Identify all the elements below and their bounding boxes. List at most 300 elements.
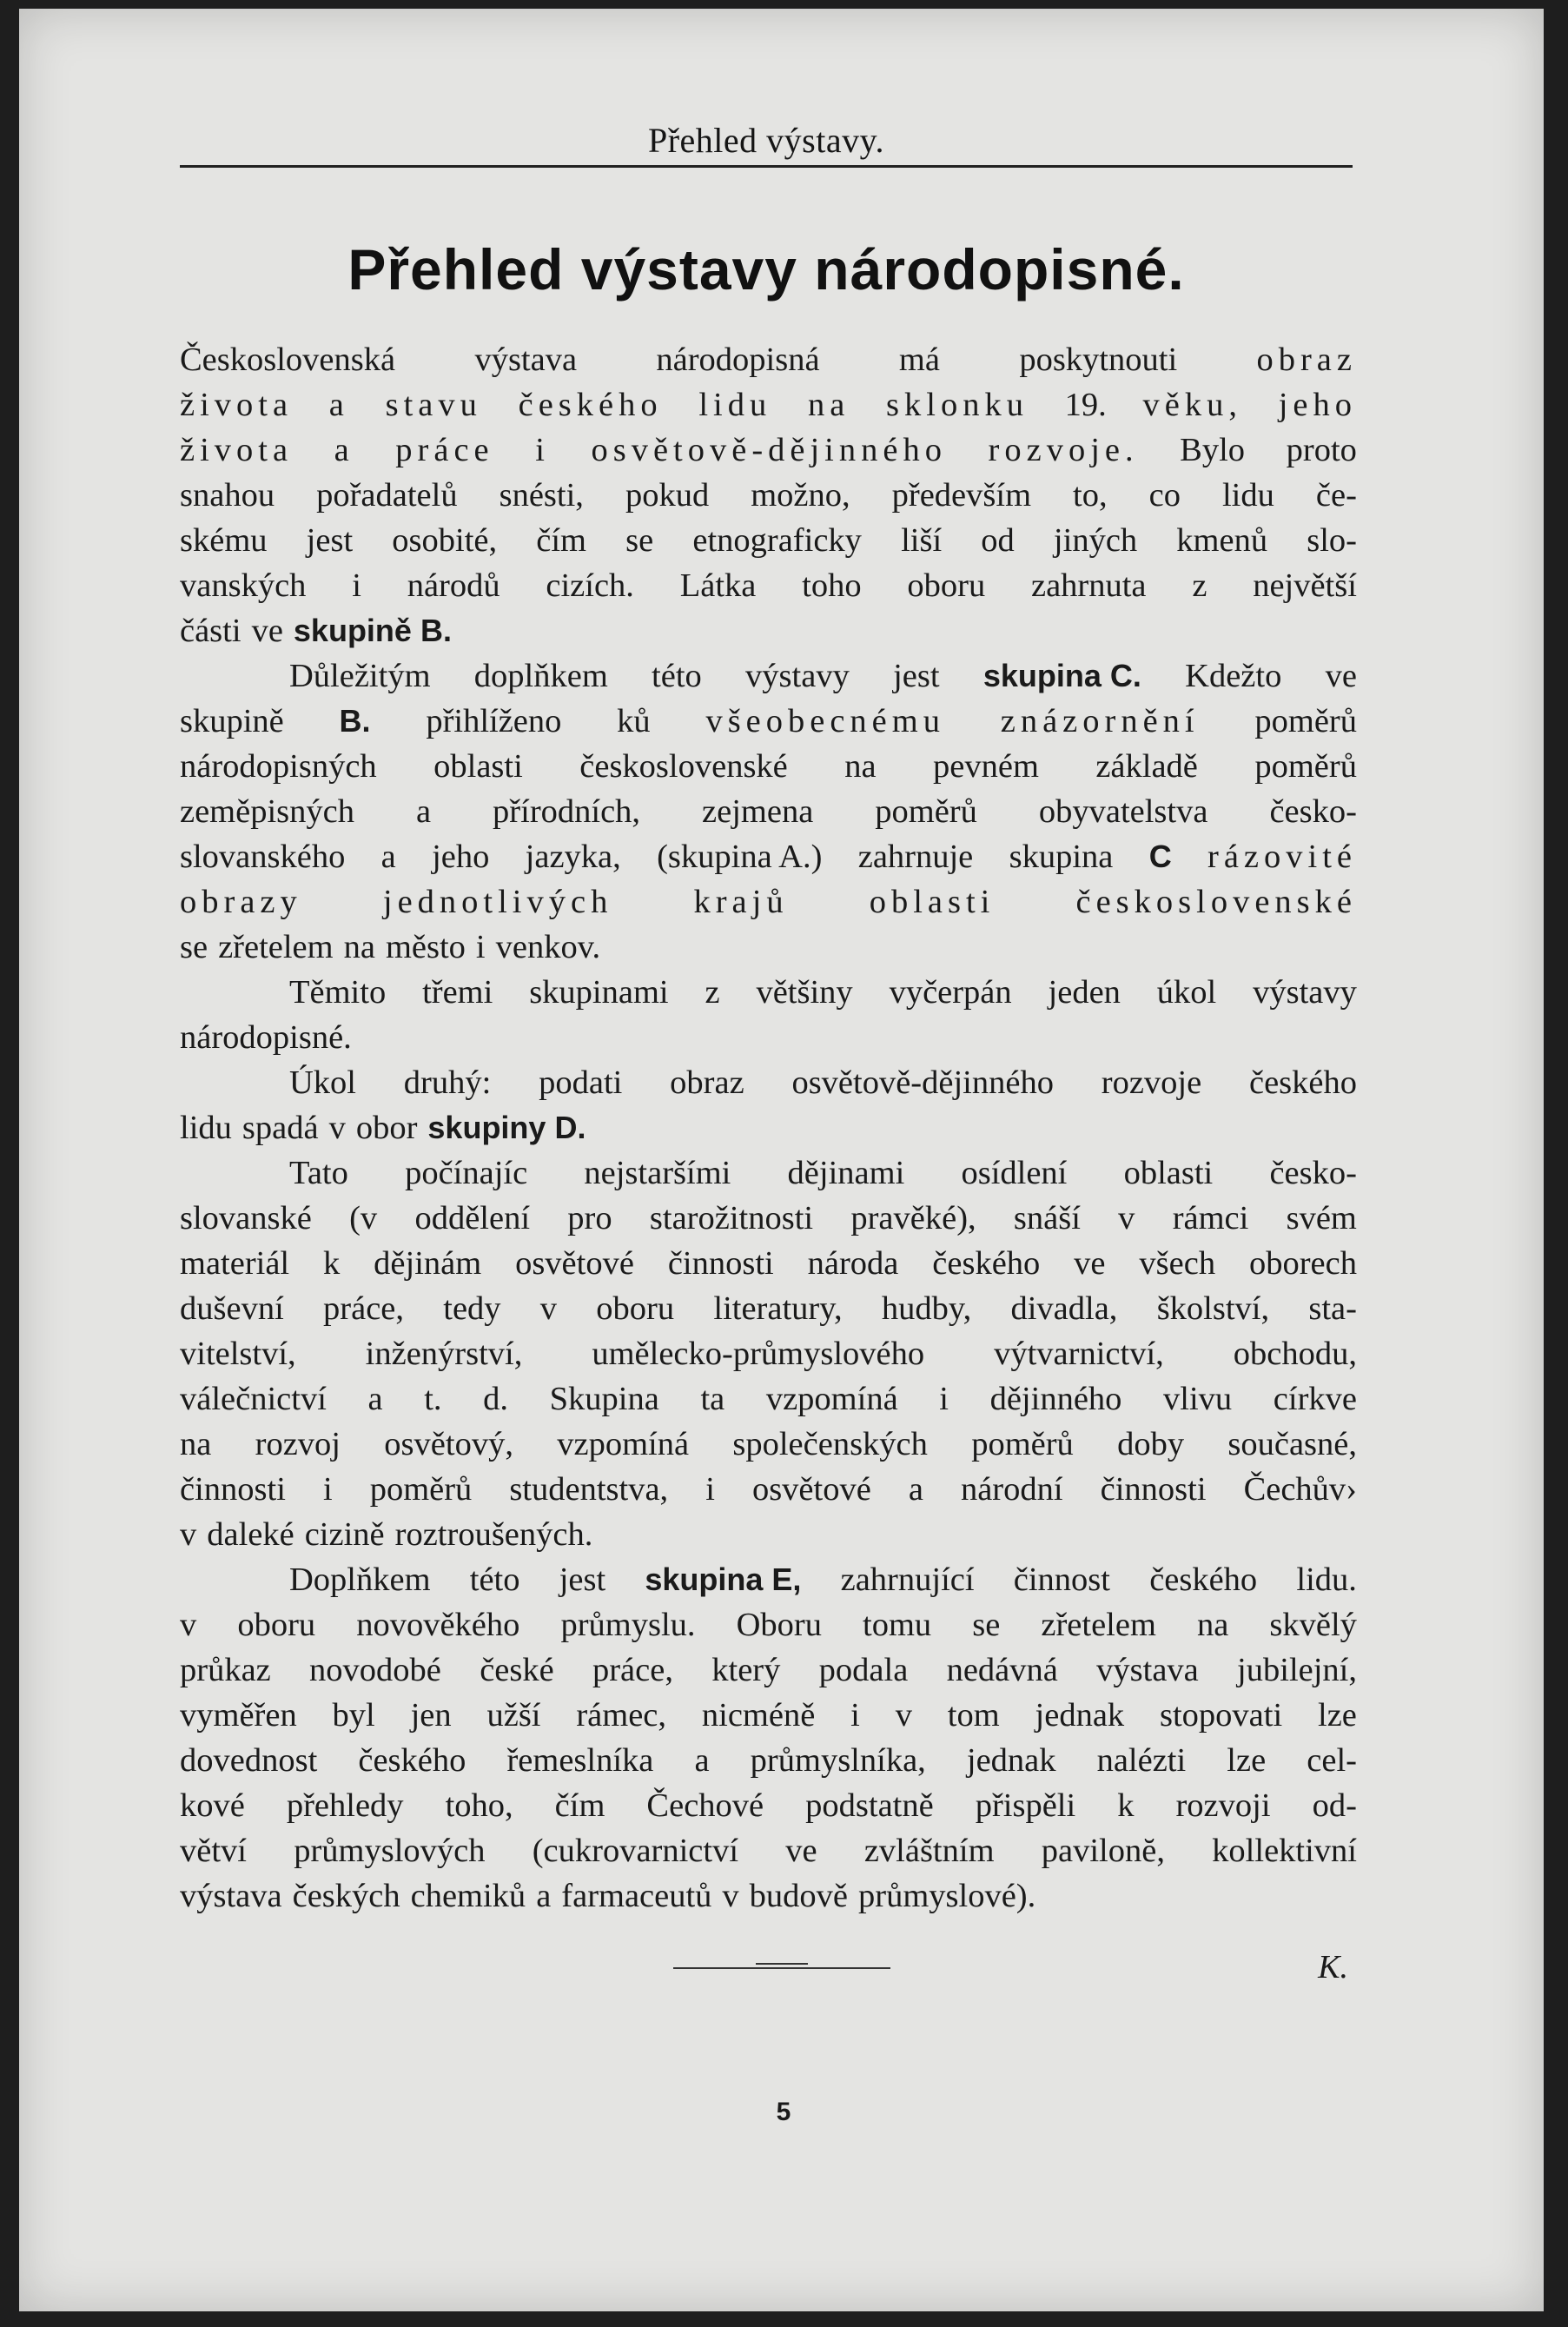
word: dějinami (787, 1155, 905, 1191)
word: skupinami (529, 974, 669, 1011)
word: materiál (180, 1245, 290, 1282)
word: ve (251, 613, 283, 649)
text-line (180, 879, 1357, 925)
word: poskytnouti (1019, 341, 1178, 378)
spaced-word: krajů (693, 884, 789, 920)
word: kové (180, 1787, 245, 1824)
word: literatury, (713, 1290, 843, 1327)
word: snahou (180, 477, 275, 514)
text-line (180, 744, 1357, 789)
word: v (895, 1697, 912, 1734)
word: úkol (1156, 974, 1217, 1011)
word: podati (539, 1064, 623, 1101)
word: který (711, 1652, 781, 1688)
spaced-word: života (180, 432, 294, 468)
word: jazyka, (525, 839, 621, 875)
word: Látka (679, 567, 757, 604)
text-line (180, 1738, 1357, 1783)
word: v (539, 1290, 558, 1327)
word: a (415, 793, 432, 830)
word: činnosti (667, 1245, 774, 1282)
text-line (180, 1376, 1357, 1422)
word: národa (807, 1245, 899, 1282)
word: národní (960, 1471, 1063, 1508)
word: jen (410, 1697, 452, 1734)
word: budově (749, 1878, 849, 1914)
text-line (180, 518, 1357, 563)
word: rozvoje (1101, 1064, 1202, 1101)
word: školství, (1156, 1290, 1270, 1327)
word: obchodu, (1233, 1336, 1357, 1372)
word: Skupina (549, 1381, 659, 1417)
word: novodobé (309, 1652, 441, 1688)
spaced-word: a (334, 432, 354, 468)
word: skvělý (1269, 1607, 1357, 1643)
text-line (180, 1828, 1357, 1873)
text-line (180, 382, 1357, 428)
word: tedy (443, 1290, 501, 1327)
word: průmyslových (294, 1833, 486, 1869)
word: osvětové (515, 1245, 634, 1282)
word: obor (355, 1110, 418, 1146)
word: největší (1253, 567, 1357, 604)
text-line (180, 1422, 1357, 1467)
word: umělecko-průmyslového (592, 1336, 925, 1372)
word: části (180, 613, 241, 649)
spaced-word: jeho (1278, 387, 1357, 423)
text-line (180, 1557, 1357, 1602)
word: dějinného (989, 1381, 1122, 1417)
word: osvětový, (384, 1426, 513, 1462)
word: zahrnující (840, 1561, 975, 1598)
word: Kdežto (1185, 658, 1282, 694)
word: a (367, 1381, 383, 1417)
word: z (1192, 567, 1207, 604)
article-body (180, 337, 1357, 1919)
word: (v (349, 1200, 378, 1236)
spaced-word: a (328, 387, 349, 423)
word: ve (785, 1833, 817, 1869)
word: ků (617, 703, 651, 739)
word: pevném (933, 748, 1039, 785)
word: jeho (432, 839, 490, 875)
article-title: Přehled výstavy národopisné. (347, 237, 1185, 302)
spaced-word: znázornění (1000, 703, 1200, 739)
spaced-word: lidu (698, 387, 772, 423)
word: oboru (907, 567, 986, 604)
text-line (180, 789, 1357, 834)
spaced-word: oblasti (869, 884, 996, 920)
word: če- (1315, 477, 1357, 514)
word: farmaceutů (561, 1878, 712, 1914)
word: daleké (207, 1516, 294, 1553)
word: inženýrství, (365, 1336, 523, 1372)
word: vzpomíná (765, 1381, 898, 1417)
word: má (898, 341, 940, 378)
text-line (180, 970, 1357, 1015)
word: zřetelem (218, 929, 334, 965)
word: od- (1312, 1787, 1357, 1824)
word: výtvarnictví, (994, 1336, 1164, 1372)
word: osídlení (961, 1155, 1068, 1191)
word: většiny (756, 974, 853, 1011)
word: vitelství, (180, 1336, 296, 1372)
word: přihlíženo (426, 703, 562, 739)
word: novověkého (356, 1607, 520, 1643)
word: proto (1286, 432, 1357, 468)
word: přehledy (286, 1787, 404, 1824)
word: ve (1074, 1245, 1106, 1282)
word: divadla, (1010, 1290, 1118, 1327)
word: česko- (1269, 793, 1357, 830)
word: osvětově-dějinného (791, 1064, 1054, 1101)
word: lidu (1221, 477, 1274, 514)
word: počínajíc (405, 1155, 528, 1191)
word: třemi (422, 974, 493, 1011)
word: poměrů (369, 1471, 473, 1508)
word: slovanského (180, 839, 346, 875)
word: především (891, 477, 1032, 514)
word: slovanské (180, 1200, 312, 1236)
word: činnosti (180, 1471, 286, 1508)
word: v (328, 1110, 346, 1146)
word: k (1117, 1787, 1135, 1824)
word: českého (1249, 1064, 1357, 1101)
word: pravěké), (850, 1200, 976, 1236)
word: lidu. (1296, 1561, 1357, 1598)
word: (cukrovarnictví (532, 1833, 739, 1869)
word: všech (1139, 1245, 1216, 1282)
word: pro (567, 1200, 612, 1236)
word: oborech (1248, 1245, 1357, 1282)
word: Bylo (1180, 432, 1246, 468)
author-signature: K. (1318, 1949, 1348, 1986)
word: etnograficky (692, 522, 862, 559)
spaced-word: rázovité (1207, 839, 1357, 875)
word: snáší (1013, 1200, 1081, 1236)
word: Těmito (289, 974, 387, 1011)
text-line (180, 699, 1357, 744)
word: cizích. (546, 567, 634, 604)
word: ta (700, 1381, 725, 1417)
word: osobité, (392, 522, 498, 559)
word: česko- (1269, 1155, 1357, 1191)
text-line (180, 653, 1357, 699)
word: toho (802, 567, 862, 604)
word: větví (180, 1833, 247, 1869)
word: poměrů (1254, 748, 1357, 785)
word: pořadatelů (316, 477, 458, 514)
text-line (180, 1602, 1357, 1647)
word: 19. (1064, 387, 1107, 423)
word: cizině (304, 1516, 385, 1553)
word: jednak (966, 1742, 1056, 1779)
text-line (180, 1241, 1357, 1286)
word: českého (1149, 1561, 1258, 1598)
word: práce, (323, 1290, 404, 1327)
word: ve (1325, 658, 1357, 694)
word: této (652, 658, 702, 694)
spaced-word: československé (1075, 884, 1357, 920)
word: na (1196, 1607, 1229, 1643)
word: poměrů (971, 1426, 1074, 1462)
word: národopisné. (180, 1019, 352, 1056)
word: se (180, 929, 208, 965)
word: Čechové (646, 1787, 764, 1824)
word: vyčerpán (889, 974, 1012, 1011)
word: vyměřen (180, 1697, 297, 1734)
text-line (180, 1015, 1357, 1060)
word: se (625, 522, 654, 559)
word: činnosti (1100, 1471, 1207, 1508)
spaced-word: českého (518, 387, 663, 423)
text-line (180, 1196, 1357, 1241)
ornamental-rule (673, 1967, 890, 1969)
word: se (972, 1607, 1001, 1643)
word: i (322, 1471, 333, 1508)
word: válečnictví (180, 1381, 327, 1417)
text-line (180, 1286, 1357, 1331)
word: nalézti (1096, 1742, 1187, 1779)
word: pavilonĕ, (1041, 1833, 1165, 1869)
text-line (180, 1467, 1357, 1512)
word: liší (901, 522, 943, 559)
text-line (180, 608, 1357, 653)
word: oblasti (1123, 1155, 1214, 1191)
word: čím (536, 522, 586, 559)
word: rámci (1172, 1200, 1249, 1236)
word: i (850, 1697, 860, 1734)
word: vzpomíná (557, 1426, 690, 1462)
word: poměrů (1254, 703, 1357, 739)
word: jest (893, 658, 940, 694)
word: lze (1227, 1742, 1267, 1779)
word: užší (486, 1697, 541, 1734)
word: osvětové (751, 1471, 871, 1508)
word: Doplňkem (289, 1561, 431, 1598)
word: sta- (1308, 1290, 1357, 1327)
spaced-word: všeobecnému (705, 703, 945, 739)
text-line (180, 1150, 1357, 1196)
word: dovednost (180, 1742, 318, 1779)
word: skému (180, 522, 268, 559)
word: lidu (180, 1110, 232, 1146)
word: řemeslníka (506, 1742, 654, 1779)
word: průmyslu. (560, 1607, 696, 1643)
word: národopisná (656, 341, 820, 378)
word: venkov. (495, 929, 601, 965)
bold-word: skupina E, (645, 1561, 802, 1597)
word: oddělení (414, 1200, 531, 1236)
word: oboru (237, 1607, 316, 1643)
word: tom (947, 1697, 1000, 1734)
word: město (385, 929, 466, 965)
bold-word: skupina C. (982, 658, 1141, 693)
word: přírodních, (493, 793, 641, 830)
word: nejstaršími (584, 1155, 731, 1191)
word: a (536, 1878, 552, 1914)
word: na (844, 748, 877, 785)
word: nedávná (946, 1652, 1058, 1688)
spaced-word: obraz (1256, 341, 1357, 378)
word: práce, (592, 1652, 673, 1688)
word: t. (424, 1381, 442, 1417)
word: vlivu (1163, 1381, 1233, 1417)
word: a (694, 1742, 710, 1779)
word: průmyslové). (858, 1878, 1036, 1914)
word: a (380, 839, 396, 875)
spaced-word: věku, (1142, 387, 1242, 423)
word: vanských (180, 567, 307, 604)
text-line (180, 1647, 1357, 1693)
word: i (352, 567, 361, 604)
word: podala (818, 1652, 909, 1688)
word: české (480, 1652, 554, 1688)
word: na (343, 929, 375, 965)
word: druhý: (403, 1064, 492, 1101)
word: zahrnuta (1030, 567, 1147, 604)
text-line (180, 1512, 1357, 1557)
word: v (1118, 1200, 1135, 1236)
word: československé (579, 748, 788, 785)
word: duševní (180, 1290, 284, 1327)
word: pokud (625, 477, 710, 514)
spaced-word: sklonku (886, 387, 1029, 423)
word: nicméně (701, 1697, 816, 1734)
word: od (981, 522, 1015, 559)
word: Důležitým (289, 658, 431, 694)
word: v (180, 1607, 197, 1643)
word: českého (358, 1742, 466, 1779)
word: společenských (732, 1426, 928, 1462)
word: národů (407, 567, 500, 604)
word: rozvoj (255, 1426, 341, 1462)
word: českého (932, 1245, 1041, 1282)
word: hudby, (881, 1290, 972, 1327)
word: i (475, 929, 486, 965)
word: jiných (1053, 522, 1138, 559)
word: výstava (180, 1878, 282, 1914)
word: zahrnuje (857, 839, 974, 875)
word: základě (1095, 748, 1198, 785)
word: doby (1117, 1426, 1185, 1462)
word: slo- (1307, 522, 1357, 559)
word: chemiků (410, 1878, 526, 1914)
word: skupině (180, 703, 284, 739)
word: v (722, 1878, 739, 1914)
word: rámec, (576, 1697, 667, 1734)
word: této (469, 1561, 520, 1598)
word: d. (483, 1381, 509, 1417)
closing-row (180, 1948, 1357, 1992)
word: jest (306, 522, 354, 559)
spaced-word: práce (395, 432, 494, 468)
spaced-word: obrazy (180, 884, 302, 920)
word: kollektivní (1212, 1833, 1357, 1869)
word: cel- (1307, 1742, 1357, 1779)
spaced-word: na (807, 387, 850, 423)
text-line (180, 1783, 1357, 1828)
word: zeměpisných (180, 793, 354, 830)
word: Čechův› (1243, 1471, 1357, 1508)
word: zejmena (702, 793, 814, 830)
word: rozvoji (1175, 1787, 1271, 1824)
word: činnost (1013, 1561, 1110, 1598)
page-number: 5 (776, 2098, 791, 2126)
word: oboru (596, 1290, 675, 1327)
word: doplňkem (473, 658, 608, 694)
word: i (705, 1471, 715, 1508)
text-line (180, 563, 1357, 608)
word: byl (332, 1697, 375, 1734)
word: národopisných (180, 748, 377, 785)
word: spadá (241, 1110, 319, 1146)
word: na (180, 1426, 212, 1462)
word: k (323, 1245, 341, 1282)
word: zvláštním (863, 1833, 995, 1869)
word: jeden (1048, 974, 1121, 1011)
bold-word: skupiny D. (427, 1110, 586, 1145)
word: současné, (1227, 1426, 1357, 1462)
word: výstavy (745, 658, 850, 694)
text-line (180, 1693, 1357, 1738)
word: Československá (180, 341, 396, 378)
word: zřetelem (1041, 1607, 1156, 1643)
word: obyvatelstva (1038, 793, 1208, 830)
word: a (908, 1471, 923, 1508)
word: průkaz (180, 1652, 271, 1688)
text-line (180, 1873, 1357, 1919)
word: v (180, 1516, 197, 1553)
word: jubilejní, (1237, 1652, 1357, 1688)
word: církve (1273, 1381, 1357, 1417)
word: roztroušených. (394, 1516, 593, 1553)
word: dějinám (374, 1245, 482, 1282)
word: výstava (474, 341, 578, 378)
page (19, 9, 1544, 2311)
text-line (180, 337, 1357, 382)
word: studentstva, (509, 1471, 669, 1508)
word: výstavy (1253, 974, 1357, 1011)
word: jest (559, 1561, 606, 1598)
word: toho, (445, 1787, 513, 1824)
spaced-word: života (180, 387, 294, 423)
word: i (939, 1381, 949, 1417)
text-line (180, 1331, 1357, 1376)
text-line (180, 428, 1357, 473)
word: starožitnosti (649, 1200, 814, 1236)
spaced-word: stavu (385, 387, 482, 423)
word: možno, (751, 477, 850, 514)
text-line (180, 473, 1357, 518)
spaced-word: jednotlivých (382, 884, 613, 920)
word: lze (1318, 1697, 1357, 1734)
word: Oboru (736, 1607, 822, 1643)
spaced-word: osvětově-dějinného (591, 432, 947, 468)
running-head: Přehled výstavy. (647, 121, 885, 160)
word: (skupina A.) (657, 839, 823, 875)
word: to, (1073, 477, 1108, 514)
spaced-word: i (535, 432, 550, 468)
word: přispěli (975, 1787, 1076, 1824)
header-rule (180, 165, 1353, 168)
word: snésti, (499, 477, 584, 514)
text-line (180, 1060, 1357, 1105)
word: skupina (1009, 839, 1114, 875)
word: poměrů (875, 793, 977, 830)
word: Úkol (289, 1064, 356, 1101)
text-line (180, 834, 1357, 879)
